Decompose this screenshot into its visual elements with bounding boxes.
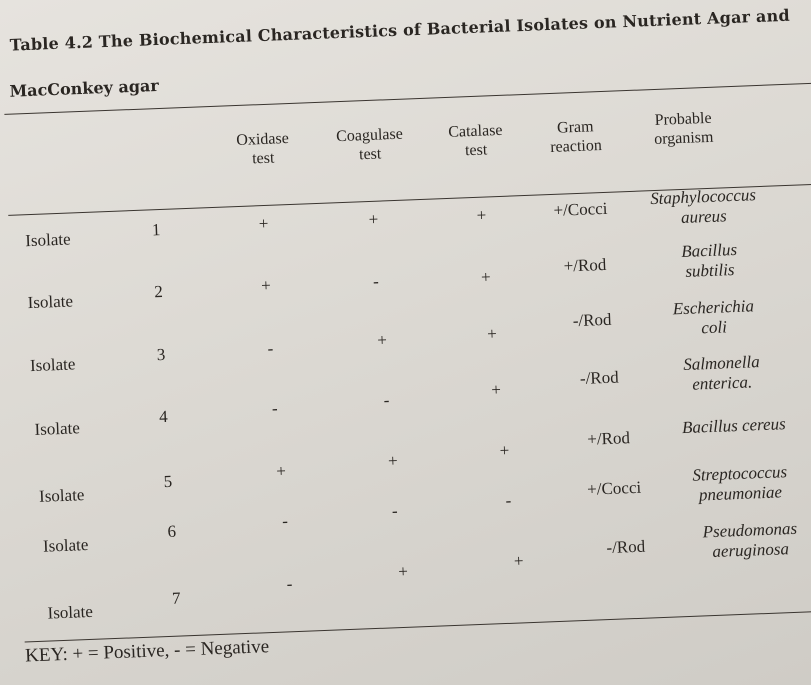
coagulase-value: - xyxy=(372,271,380,291)
catalase-value: + xyxy=(486,324,498,344)
oxidase-value: + xyxy=(260,275,272,296)
isolate-label: Isolate xyxy=(42,535,89,556)
header-gram: Gram reaction xyxy=(549,118,603,156)
isolate-number: 4 xyxy=(158,406,168,427)
isolate-label: Isolate xyxy=(34,418,81,439)
organism-name: Bacillus subtilis xyxy=(680,239,738,281)
oxidase-value: - xyxy=(286,574,293,594)
oxidase-value: - xyxy=(281,511,289,531)
coagulase-value: - xyxy=(391,501,398,521)
table-row xyxy=(23,518,811,624)
coagulase-value: - xyxy=(383,390,390,410)
coagulase-value: + xyxy=(368,209,379,230)
isolate-label: Isolate xyxy=(29,354,76,376)
header-coagulase: Coagulase test xyxy=(335,125,404,164)
isolate-number: 3 xyxy=(156,344,166,365)
coagulase-value: + xyxy=(397,561,409,582)
oxidase-value: + xyxy=(258,213,269,234)
catalase-value: + xyxy=(490,380,502,400)
catalase-value: - xyxy=(505,490,512,510)
gram-value: +/Rod xyxy=(563,254,607,276)
gram-value: +/Cocci xyxy=(586,477,642,499)
coagulase-value: + xyxy=(387,451,398,471)
table-key: KEY: + = Positive, - = Negative xyxy=(24,636,270,667)
oxidase-value: + xyxy=(275,461,287,481)
organism-name: Streptococcus pneumoniae xyxy=(692,462,788,505)
header-organism: Probable organism xyxy=(653,109,714,148)
organism-name: Bacillus cereus xyxy=(681,414,787,438)
isolate-number: 6 xyxy=(167,521,177,541)
gram-value: +/Rod xyxy=(586,428,631,449)
gram-value: -/Rod xyxy=(579,367,620,389)
oxidase-value: - xyxy=(271,398,278,418)
organism-name: Staphylococcus aureus xyxy=(649,185,757,228)
isolate-number: 7 xyxy=(171,588,181,608)
header-oxidase: Oxidase test xyxy=(236,130,290,168)
gram-value: +/Cocci xyxy=(553,198,608,220)
organism-name: Pseudomonas aeruginosa xyxy=(702,518,798,562)
isolate-label: Isolate xyxy=(24,229,71,251)
coagulase-value: + xyxy=(376,330,388,350)
organism-name: Escherichia coli xyxy=(672,296,755,338)
isolate-label: Isolate xyxy=(27,291,74,313)
isolate-label: Isolate xyxy=(38,485,85,506)
catalase-value: + xyxy=(476,205,487,225)
isolate-number: 5 xyxy=(163,471,173,492)
organism-name: Salmonella enterica. xyxy=(682,352,761,394)
table-title: Table 4.2 The Biochemical Characteristics of Bacterial Isolates on Nutrient Agar and xyxy=(9,5,791,55)
isolate-number: 1 xyxy=(151,220,161,240)
table-title-continuation: MacConkey agar xyxy=(9,75,160,101)
gram-value: -/Rod xyxy=(606,536,646,558)
header-catalase: Catalase test xyxy=(447,121,503,160)
catalase-value: + xyxy=(480,267,491,287)
isolate-number: 2 xyxy=(153,281,164,302)
isolate-label: Isolate xyxy=(47,601,94,623)
catalase-value: + xyxy=(513,551,524,571)
gram-value: -/Rod xyxy=(572,309,612,331)
oxidase-value: - xyxy=(267,338,274,358)
catalase-value: + xyxy=(499,440,510,461)
